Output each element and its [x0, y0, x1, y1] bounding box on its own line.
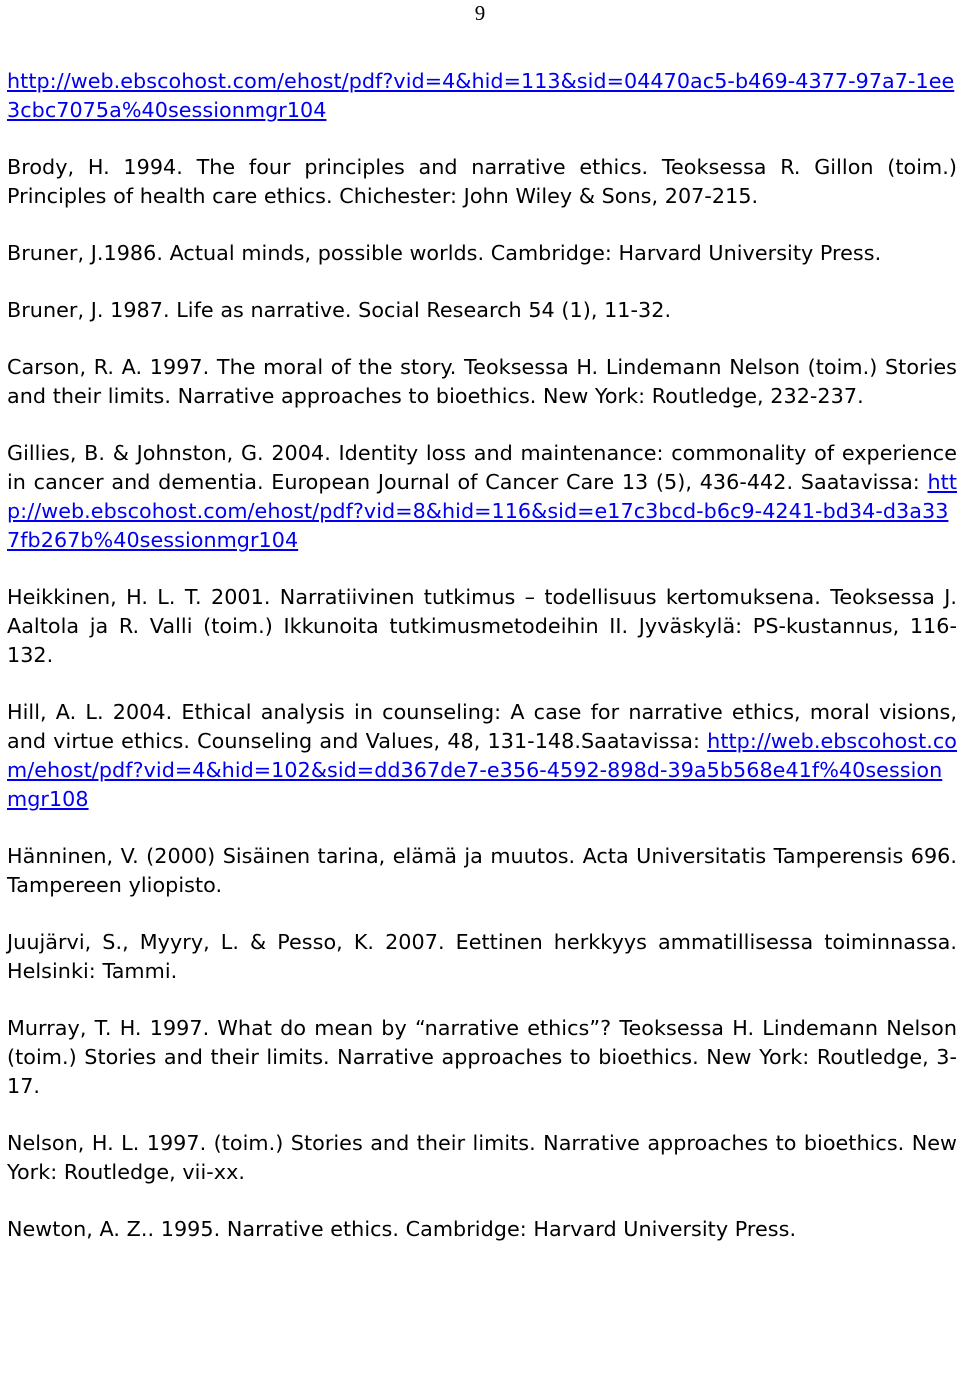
reference-entry-bruner-1987: [7, 296, 957, 325]
reference-entry-hill-2004: [7, 698, 957, 814]
reference-entry-gillies-2004: [7, 439, 957, 555]
reference-entry-murray-1997: [7, 1014, 957, 1101]
reference-text: Nelson, H. L. 1997. (toim.) Stories and their limits. Narrative approaches to bioethics. New York: Routledge, vii-xx.: [7, 1131, 957, 1184]
reference-entry-juujarvi-2007: [7, 928, 957, 986]
reference-text: Bruner, J.1986. Actual minds, possible worlds. Cambridge: Harvard University Press.: [7, 241, 882, 265]
reference-text: Hill, A. L. 2004. Ethical analysis in counseling: A case for narrative ethics, moral visions, and virtue ethics. Counseling and Values, 48, 131-148.Saatavissa:: [7, 700, 957, 753]
reference-link[interactable]: http://web.ebscohost.com/ehost/pdf?vid=4&hid=102&sid=dd367de7-e356-4592-898d-39a5b568e41f%40sessionmgr108: [7, 729, 957, 811]
reference-text: Murray, T. H. 1997. What do mean by “narrative ethics”? Teoksessa H. Lindemann Nelson (toim.) Stories and their limits. Narrative approaches to bioethics. New York: Routledge, 3-17.: [7, 1016, 957, 1098]
page-number: 9: [474, 1, 486, 25]
reference-text: Newton, A. Z.. 1995. Narrative ethics. Cambridge: Harvard University Press.: [7, 1217, 797, 1241]
reference-text: Juujärvi, S., Myyry, L. & Pesso, K. 2007. Eettinen herkkyys ammatillisessa toiminnassa. Helsinki: Tammi.: [7, 930, 957, 983]
reference-list: [7, 67, 957, 1272]
reference-entry-nelson-1997: [7, 1129, 957, 1187]
reference-entry-newton-1995: [7, 1215, 957, 1244]
reference-link[interactable]: http://web.ebscohost.com/ehost/pdf?vid=4&hid=113&sid=04470ac5-b469-4377-97a7-1ee3cbc7075a%40sessionmgr104: [7, 69, 955, 122]
reference-text: Hänninen, V. (2000) Sisäinen tarina, elämä ja muutos. Acta Universitatis Tamperensis 696. Tampereen yliopisto.: [7, 844, 957, 897]
reference-entry-carson-1997: [7, 353, 957, 411]
reference-entry-bruner-1986: [7, 239, 957, 268]
reference-text: Carson, R. A. 1997. The moral of the story. Teoksessa H. Lindemann Nelson (toim.) Stories and their limits. Narrative approaches to bioethics. New York: Routledge, 232-237.: [7, 355, 957, 408]
reference-link[interactable]: http://web.ebscohost.com/ehost/pdf?vid=8&hid=116&sid=e17c3bcd-b6c9-4241-bd34-d3a337fb267b%40sessionmgr104: [7, 470, 957, 552]
reference-text: Gillies, B. & Johnston, G. 2004. Identity loss and maintenance: commonality of experience in cancer and dementia. European Journal of Cancer Care 13 (5), 436-442. Saatavissa:: [7, 441, 957, 494]
reference-text: Heikkinen, H. L. T. 2001. Narratiivinen tutkimus – todellisuus kertomuksena. Teoksessa J. Aaltola ja R. Valli (toim.) Ikkunoita tutkimusmetodeihin II. Jyväskylä: PS-kustannus, 116-132.: [7, 585, 957, 667]
reference-entry-hanninen-2000: [7, 842, 957, 900]
reference-text: Bruner, J. 1987. Life as narrative. Social Research 54 (1), 11-32.: [7, 298, 672, 322]
reference-entry-link-continuation: [7, 67, 957, 125]
reference-entry-heikkinen-2001: [7, 583, 957, 670]
reference-entry-brody-1994: [7, 153, 957, 211]
reference-text: Brody, H. 1994. The four principles and narrative ethics. Teoksessa R. Gillon (toim.) Principles of health care ethics. Chichester: John Wiley & Sons, 207-215.: [7, 155, 957, 208]
